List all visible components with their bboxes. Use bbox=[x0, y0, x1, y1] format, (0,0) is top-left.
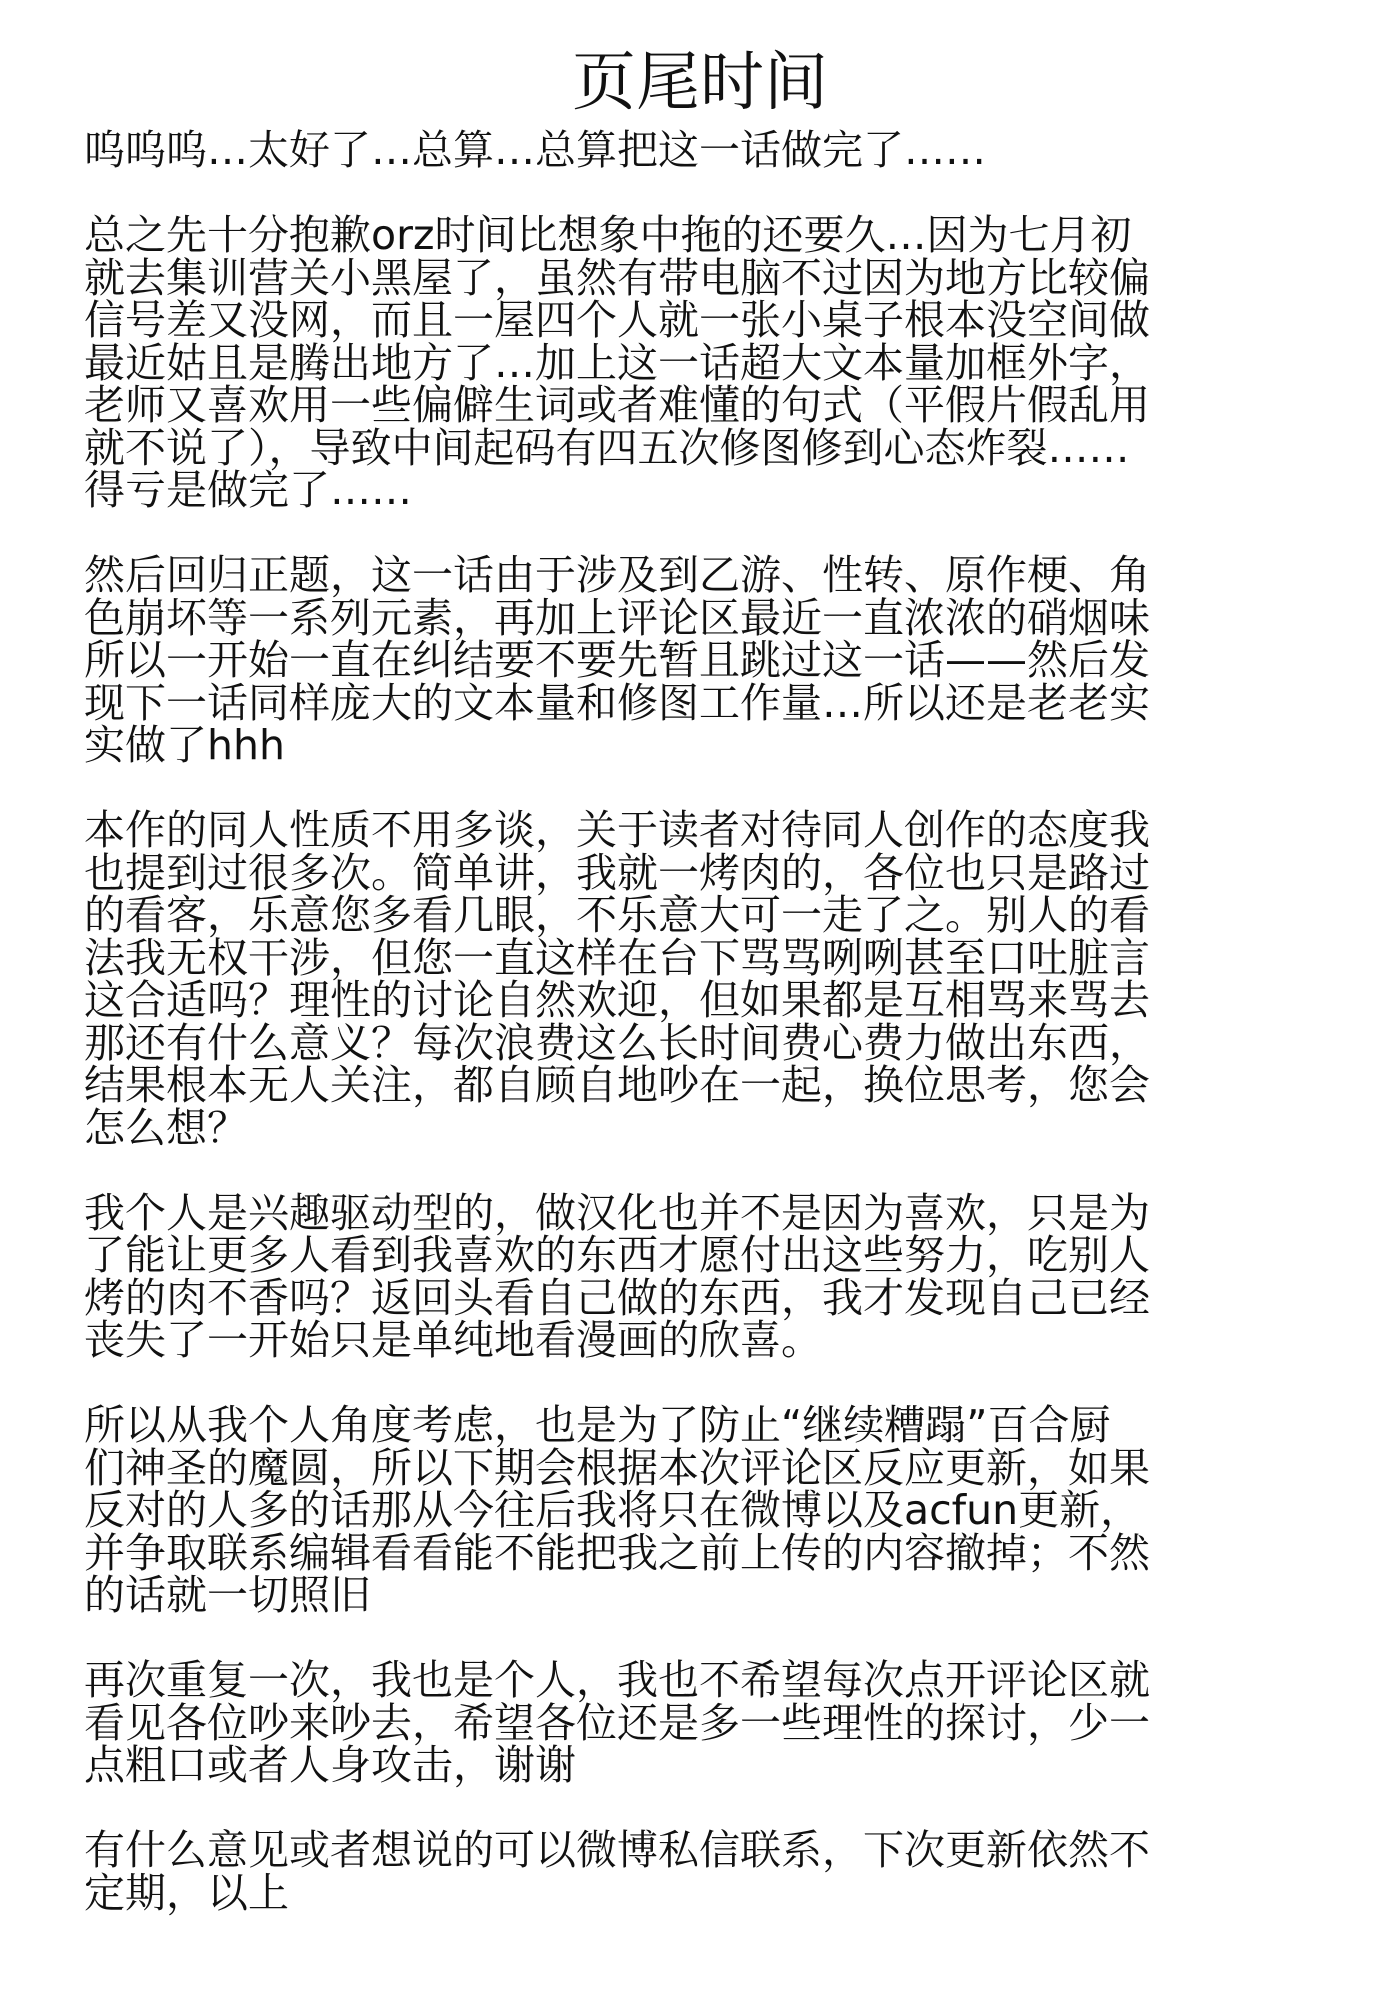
text-line: 现下一话同样庞大的文本量和修图工作量…所以还是老老实 bbox=[84, 678, 1150, 727]
text-line: 就去集训营关小黑屋了，虽然有带电脑不过因为地方比较偏 bbox=[84, 253, 1150, 302]
text-line: 丧失了一开始只是单纯地看漫画的欣喜。 bbox=[84, 1316, 822, 1364]
text-line: 所以一开始一直在纠结要不要先暂且跳过这一话——然后发 bbox=[84, 636, 1150, 684]
page-title: 页尾时间 bbox=[572, 46, 828, 120]
text-line: 色崩坏等一系列元素，再加上评论区最近一直浓浓的硝烟味 bbox=[84, 593, 1150, 642]
text-line: 我个人是兴趣驱动型的，做汉化也并不是因为喜欢，只是为 bbox=[84, 1188, 1150, 1237]
text-line: 结果根本无人关注，都自顾自地吵在一起，换位思考，您会 bbox=[84, 1061, 1150, 1109]
text-line: 最近姑且是腾出地方了…加上这一话超大文本量加框外字， bbox=[84, 338, 1150, 387]
paragraph bbox=[84, 551, 1344, 769]
text-line: 的话就一切照旧 bbox=[84, 1571, 371, 1619]
paragraph bbox=[84, 1656, 1344, 1789]
text-line: 怎么想？ bbox=[84, 1103, 248, 1152]
text-line: 那还有什么意义？每次浪费这么长时间费心费力做出东西， bbox=[84, 1018, 1150, 1067]
afterword-body bbox=[84, 126, 1344, 1957]
text-line: 并争取联系编辑看看能不能把我之前上传的内容撤掉；不然 bbox=[84, 1528, 1150, 1577]
text-line: 反对的人多的话那从今往后我将只在微博以及acfun更新， bbox=[84, 1486, 1142, 1534]
text-line: 的看客，乐意您多看几眼，不乐意大可一走了之。别人的看 bbox=[84, 891, 1150, 939]
text-line: 这合适吗？理性的讨论自然欢迎，但如果都是互相骂来骂去 bbox=[84, 976, 1150, 1024]
text-line: 所以从我个人角度考虑，也是为了防止“继续糟蹋”百合厨 bbox=[84, 1401, 1111, 1449]
paragraph bbox=[84, 1826, 1344, 1917]
text-line: 信号差又没网，而且一屋四个人就一张小桌子根本没空间做 bbox=[84, 296, 1150, 344]
text-line: 就不说了），导致中间起码有四五次修图修到心态炸裂…… bbox=[84, 423, 1130, 472]
text-line: 点粗口或者人身攻击，谢谢 bbox=[84, 1741, 576, 1789]
text-line: 定期，以上 bbox=[84, 1868, 289, 1917]
paragraph bbox=[84, 1188, 1344, 1364]
text-line: 总之先十分抱歉orz时间比想象中拖的还要久…因为七月初 bbox=[84, 211, 1132, 259]
text-line: 呜呜呜…太好了…总算…总算把这一话做完了…… bbox=[84, 126, 986, 174]
text-line: 本作的同人性质不用多谈，关于读者对待同人创作的态度我 bbox=[84, 806, 1150, 854]
text-line: 法我无权干涉，但您一直这样在台下骂骂咧咧甚至口吐脏言 bbox=[84, 933, 1150, 982]
paragraph bbox=[84, 806, 1344, 1152]
text-line: 们神圣的魔圆，所以下期会根据本次评论区反应更新，如果 bbox=[84, 1443, 1150, 1492]
text-line: 然后回归正题，这一话由于涉及到乙游、性转、原作梗、角 bbox=[84, 551, 1150, 599]
text-line: 老师又喜欢用一些偏僻生词或者难懂的句式（平假片假乱用 bbox=[84, 381, 1150, 429]
text-line: 再次重复一次，我也是个人，我也不希望每次点开评论区就 bbox=[84, 1656, 1150, 1704]
paragraph bbox=[84, 1401, 1344, 1619]
text-line: 有什么意见或者想说的可以微博私信联系，下次更新依然不 bbox=[84, 1826, 1150, 1874]
paragraph bbox=[84, 211, 1344, 514]
text-line: 得亏是做完了…… bbox=[84, 466, 412, 514]
text-line: 实做了hhh bbox=[84, 721, 285, 769]
paragraph bbox=[84, 126, 1344, 174]
text-line: 烤的肉不香吗？返回头看自己做的东西，我才发现自己已经 bbox=[84, 1273, 1150, 1322]
text-line: 了能让更多人看到我喜欢的东西才愿付出这些努力，吃别人 bbox=[84, 1231, 1150, 1279]
text-line: 也提到过很多次。简单讲，我就一烤肉的，各位也只是路过 bbox=[84, 848, 1150, 897]
text-line: 看见各位吵来吵去，希望各位还是多一些理性的探讨，少一 bbox=[84, 1698, 1150, 1747]
